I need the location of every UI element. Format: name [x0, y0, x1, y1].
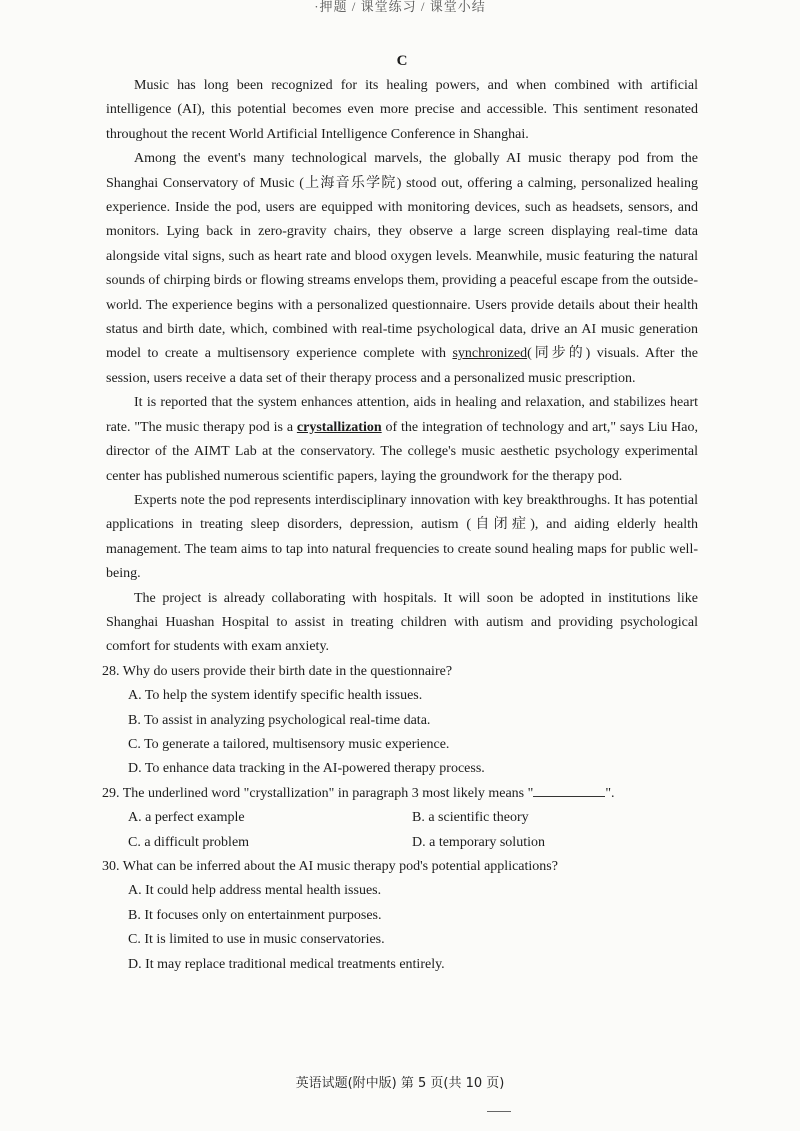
option-d[interactable]: D. a temporary solution [412, 834, 545, 850]
option-a[interactable]: A. a perfect example [128, 810, 245, 826]
paragraph-2-end: visuals. After the session, users receive a data set of their therapy process and a personalized music prescription. [106, 346, 699, 386]
passage-paragraph-1: Music has long been recognized for its healing powers, and when combined with artificial intelligence (AI), this potential becomes even more precise and accessible. This sentiment resonated throughout the recent World Artificial Intelligence Conference in Shanghai. [106, 78, 698, 142]
question-28 [102, 660, 698, 782]
section-title: C [396, 53, 408, 69]
question-stem: 28. Why do users provide their birth date in the questionnaire? [102, 663, 453, 679]
option-c[interactable]: C. To generate a tailored, multisensory music experience. [128, 736, 450, 752]
option-a[interactable]: A. It could help address mental health issues. [128, 883, 382, 899]
footer-divider [487, 1111, 511, 1112]
question-stem [104, 782, 698, 806]
passage-paragraph-2 [106, 147, 698, 391]
question-stem-end: ". [605, 785, 615, 801]
passage-paragraph-5: The project is already collaborating with hospitals. It will soon be adopted in institutions like Shanghai Huashan Hospital to assist in treating children with autism and providing psychological comfort for students with exam anxiety. [106, 590, 698, 655]
exam-page [102, 50, 699, 977]
paragraph-3-text: It is reported that the system enhances attention, aids in healing and relaxation, and stabilizes heart rate. "The music therapy pod is a [106, 395, 698, 435]
question-29 [102, 782, 698, 855]
question-30 [102, 855, 698, 977]
option-b[interactable]: B. a scientific theory [412, 810, 529, 826]
option-a[interactable]: A. To help the system identify specific health issues. [128, 688, 423, 704]
option-b[interactable]: B. To assist in analyzing psychological real-time data. [128, 712, 431, 728]
gloss-synchronized: (同步的) [527, 346, 591, 362]
underlined-word-crystallization: crystallization [296, 419, 382, 435]
page-footer: 英语试题(附中版) 第 5 页(共 10 页) [295, 1076, 505, 1091]
question-stem: 30. What can be inferred about the AI music therapy pod's potential applications? [102, 859, 558, 874]
passage-paragraph-3 [106, 391, 698, 489]
options-grid [128, 806, 698, 855]
paragraph-3-end: of the integration of technology and art," says Liu Hao, director of the AIMT Lab at the conservatory. The college's music aesthetic psychology experimental center has published numerous scientific papers, laying the groundwork for the therapy pod. [106, 419, 699, 484]
option-b[interactable]: B. It focuses only on entertainment purposes. [128, 907, 382, 923]
option-d[interactable]: D. To enhance data tracking in the AI-powered therapy process. [128, 761, 485, 777]
passage-paragraph-4: Experts note the pod represents interdisciplinary innovation with key breakthroughs. It has potential applications in treating sleep disorders, depression, autism (自闭症), and aiding elderly health management. The team aims to tap into natural frequencies to create sound healing maps for public well-being. [106, 492, 698, 582]
option-d[interactable]: D. It may replace traditional medical treatments entirely. [128, 956, 445, 972]
option-c[interactable]: C. a difficult problem [128, 834, 250, 850]
option-c[interactable]: C. It is limited to use in music conservatories. [128, 932, 385, 948]
underlined-word-synchronized: synchronized [452, 346, 528, 362]
exam-header-strip: ·押题 / 课堂练习 / 课堂小结 [314, 0, 486, 14]
paragraph-2-text: Among the event's many technological marvels, the globally AI music therapy pod from the Shanghai Conservatory of Music (上海音乐学院) stood out, offering a calming, personalized healing experience. Inside the pod, users are equipped with monitoring devices, such as headsets, sensors, and monitors. Lying back in zero-gravity chairs, they observe a large screen displaying real-time data alongside vital signs, such as heart rate and blood oxygen levels. Meanwhile, music featuring the natural sounds of chirping birds or flowing streams envelops them, providing a peaceful escape from the outside-world. The experience begins with a personalized questionnaire. Users provide details about their health status and birth date, which, combined with real-time psychological data, drive an AI music generation model to create a multisensory experience complete with [106, 151, 698, 362]
question-stem-text: 29. The underlined word "crystallization" in paragraph 3 most likely means " [102, 785, 534, 801]
answer-blank[interactable] [533, 782, 605, 797]
